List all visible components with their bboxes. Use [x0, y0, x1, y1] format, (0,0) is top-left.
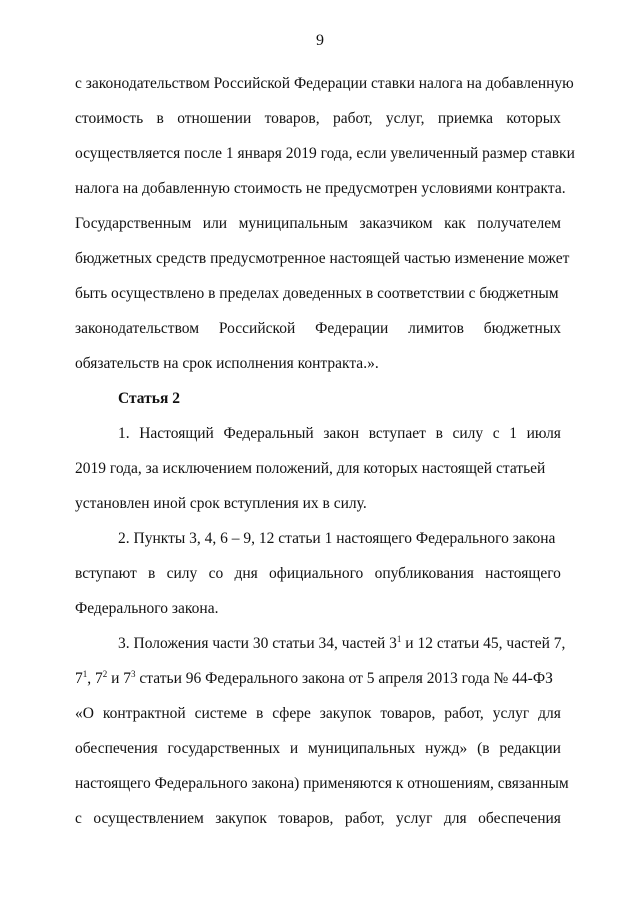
- word: официального: [269, 565, 364, 582]
- paragraph-line: обязательств на срок исполнения контракта.».: [75, 355, 379, 372]
- word: обеспечения: [478, 810, 561, 827]
- word: государственных: [167, 740, 281, 757]
- word: стоимость: [75, 110, 144, 127]
- word: в: [156, 110, 164, 127]
- paragraph-line: [75, 564, 561, 584]
- word: «О: [75, 705, 94, 722]
- word: как: [444, 215, 466, 232]
- word: вступают: [75, 565, 137, 582]
- word: с: [492, 425, 500, 442]
- word: настоящего: [485, 565, 561, 582]
- word: которых: [506, 110, 561, 127]
- word: услуг: [395, 810, 433, 827]
- word: закупок: [319, 705, 372, 722]
- word: работ,: [332, 110, 373, 127]
- paragraph-line: [75, 739, 561, 759]
- paragraph-line: [75, 214, 561, 234]
- word: осуществлением: [93, 810, 204, 827]
- word: товаров,: [278, 810, 334, 827]
- paragraph-line: Федерального закона.: [75, 600, 219, 617]
- word: Федеральный: [223, 425, 314, 442]
- word: силу: [166, 565, 198, 582]
- word: опубликования: [374, 565, 474, 582]
- text-run: и 12 статьи 45, частей 7,: [401, 635, 566, 652]
- paragraph-line: [118, 634, 566, 654]
- text-run: и 7: [107, 670, 132, 687]
- superscript: 1: [396, 634, 402, 644]
- word: работ,: [344, 810, 385, 827]
- word: редакции: [499, 740, 561, 757]
- superscript: 2: [102, 669, 108, 679]
- word: сфере: [272, 705, 311, 722]
- word: товаров,: [264, 110, 320, 127]
- word: Настоящий: [139, 425, 214, 442]
- text-run: 7: [75, 670, 83, 687]
- paragraph-line: установлен иной срок вступления их в силу.: [75, 495, 367, 512]
- word: и: [289, 740, 299, 757]
- paragraph-line: 2. Пункты 3, 4, 6 – 9, 12 статьи 1 настоящего Федерального закона: [118, 530, 556, 547]
- paragraph-line: [75, 809, 561, 829]
- paragraph-line: [118, 424, 561, 444]
- paragraph-line: с законодательством Российской Федерации ставки налога на добавленную: [75, 75, 574, 92]
- paragraph-line: [75, 319, 561, 339]
- word: обеспечения: [75, 740, 158, 757]
- superscript: 1: [82, 669, 88, 679]
- text-run: 3. Положения части 30 статьи 34, частей 3: [118, 635, 397, 652]
- word: муниципальных: [308, 740, 416, 757]
- word: Российской: [218, 320, 296, 337]
- word: системе: [194, 705, 248, 722]
- paragraph-line: [75, 704, 561, 724]
- word: законодательством: [75, 320, 200, 337]
- word: в: [255, 705, 264, 722]
- word: лимитов: [408, 320, 464, 337]
- word: или: [202, 215, 228, 232]
- word: закон: [323, 425, 360, 442]
- word: приемка: [437, 110, 494, 127]
- paragraph-line: [75, 669, 561, 689]
- word: нужд»: [425, 740, 468, 757]
- word: июля: [526, 425, 561, 442]
- page-number: 9: [316, 32, 324, 49]
- word: бюджетных: [483, 320, 561, 337]
- word: вступает: [368, 425, 426, 442]
- word: для: [443, 810, 467, 827]
- word: получателем: [477, 215, 561, 232]
- word: со: [208, 565, 224, 582]
- paragraph-line: бюджетных средств предусмотренное настоящей частью изменение может: [75, 250, 570, 267]
- text-run: , 7: [87, 670, 103, 687]
- word: Государственным: [75, 215, 192, 232]
- paragraph-line: налога на добавленную стоимость не предусмотрен условиями контракта.: [75, 180, 566, 197]
- word: заказчиком: [359, 215, 433, 232]
- word: товаров,: [380, 705, 436, 722]
- word: (в: [477, 740, 490, 757]
- paragraph-line: осуществляется после 1 января 2019 года, если увеличенный размер ставки: [75, 145, 575, 162]
- word: контрактной: [102, 705, 186, 722]
- text-run: статьи 96 Федерального закона от 5 апреля 2013 года № 44-ФЗ: [135, 670, 553, 687]
- word: в: [148, 565, 156, 582]
- word: 1: [509, 425, 517, 442]
- word: работ,: [444, 705, 484, 722]
- superscript: 3: [131, 669, 136, 679]
- word: дня: [234, 565, 258, 582]
- paragraph-line: [75, 109, 561, 129]
- word: закупок: [215, 810, 267, 827]
- word: для: [538, 705, 561, 722]
- word: силу: [452, 425, 484, 442]
- word: услуг: [492, 705, 530, 722]
- word: муниципальным: [238, 215, 348, 232]
- word: Федерации: [315, 320, 389, 337]
- word: 1.: [118, 425, 130, 442]
- word: с: [75, 810, 82, 827]
- word: услуг,: [385, 110, 425, 127]
- paragraph-line: настоящего Федерального закона) применяются к отношениям, связанным: [75, 775, 569, 792]
- paragraph-line: 2019 года, за исключением положений, для которых настоящей статьей: [75, 460, 546, 477]
- article-heading: Статья 2: [118, 390, 180, 407]
- word: отношении: [177, 110, 252, 127]
- paragraph-line: быть осуществлено в пределах доведенных в соответствии с бюджетным: [75, 285, 559, 302]
- word: в: [435, 425, 443, 442]
